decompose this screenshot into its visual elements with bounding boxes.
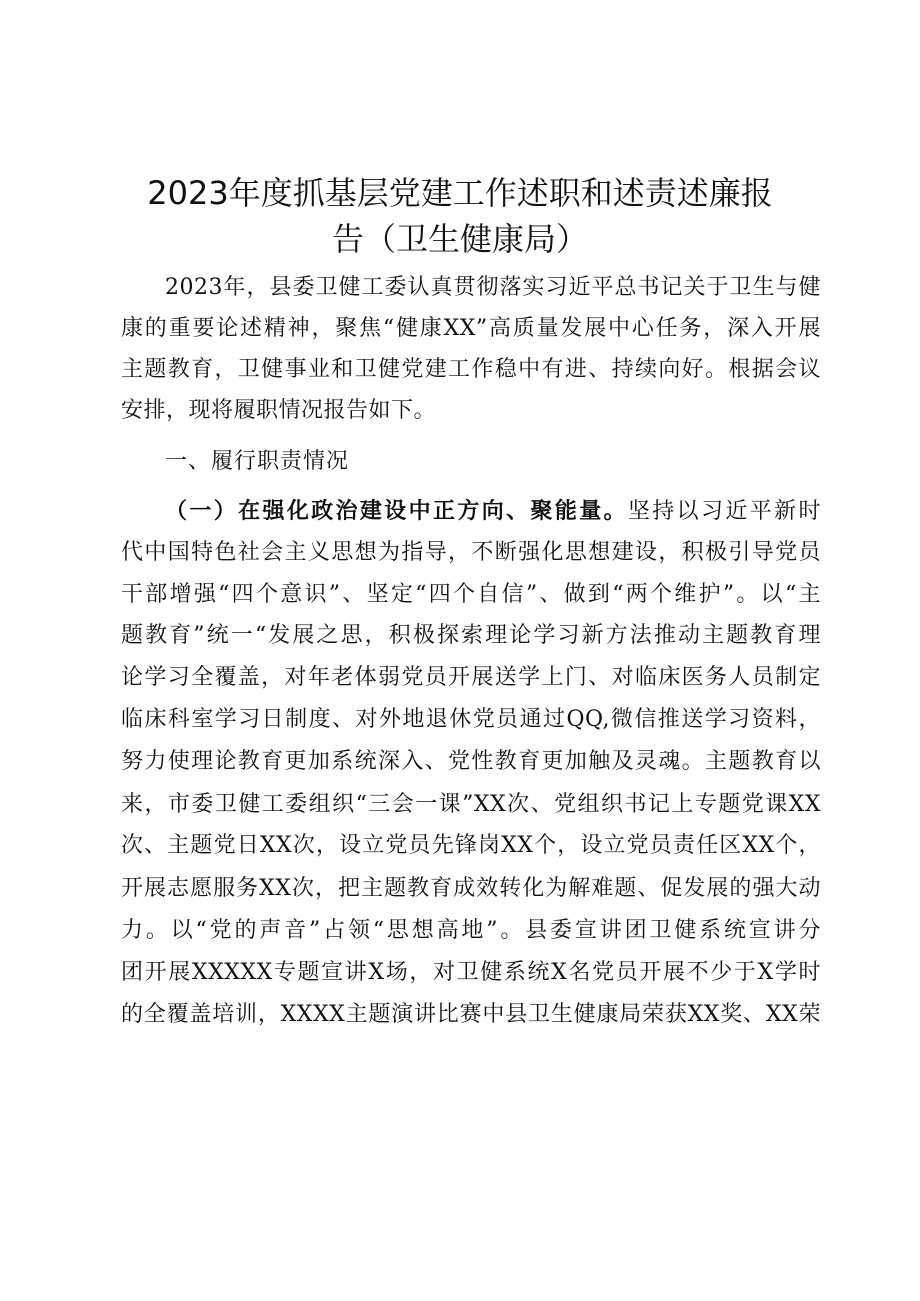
body-line: 题教育”统一“发展之思，积极探索理论学习新方法推动主题教育理 [121, 623, 821, 648]
intro-line-3: 主题教育，卫健事业和卫健党建工作稳中有进、持续向好。根据会议 [121, 357, 821, 382]
body-line: 论学习全覆盖，对年老体弱党员开展送学上门、对临床医务人员制定 [121, 665, 821, 690]
body-line: 来，市委卫健工委组织“三会一课”XX次、党组织书记上专题党课XX [121, 792, 821, 817]
intro-line-1: 2023年，县委卫健工委认真贯彻落实习近平总书记关于卫生与健 [165, 275, 821, 300]
body-line: 努力使理论教育更加系统深入、党性教育更加触及灵魂。主题教育以 [121, 749, 821, 774]
document-title-line-1: 2023年度抓基层党建工作述职和述责述廉报 [147, 174, 773, 212]
body-line: 临床科室学习日制度、对外地退休党员通过QQ,微信推送学习资料， [121, 707, 821, 732]
intro-line-4: 安排，现将履职情况报告如下。 [121, 398, 437, 423]
section-heading: 一、履行职责情况 [165, 449, 350, 474]
subsection-first-line [165, 497, 821, 527]
body-line: 的全覆盖培训，XXXX主题演讲比赛中县卫生健康局荣获XX奖、XX荣 [121, 1002, 821, 1027]
intro-line-2: 康的重要论述精神，聚焦“健康XX”高质量发展中心任务，深入开展 [121, 316, 821, 341]
subsection-first-rest: 坚持以习近平新时 [627, 499, 821, 524]
body-line: 开展志愿服务XX次，把主题教育成效转化为解难题、促发展的强大动 [121, 876, 821, 901]
body-line: 代中国特色社会主义思想为指导，不断强化思想建设，积极引导党员 [121, 540, 821, 565]
document-title-line-2: 告（卫生健康局） [331, 220, 588, 258]
body-line: 干部增强“四个意识”、坚定“四个自信”、做到“两个维护”。以“主 [121, 582, 821, 607]
body-line: 力。以“党的声音”占领“思想高地”。县委宣讲团卫健系统宣讲分 [121, 918, 821, 943]
subsection-lead: （一）在强化政治建设中正方向、聚能量。 [165, 499, 628, 524]
body-line: 次、主题党日XX次，设立党员先锋岗XX个，设立党员责任区XX个， [121, 833, 821, 858]
body-line: 团开展XXXXX专题宣讲X场，对卫健系统X名党员开展不少于X学时 [121, 960, 821, 985]
